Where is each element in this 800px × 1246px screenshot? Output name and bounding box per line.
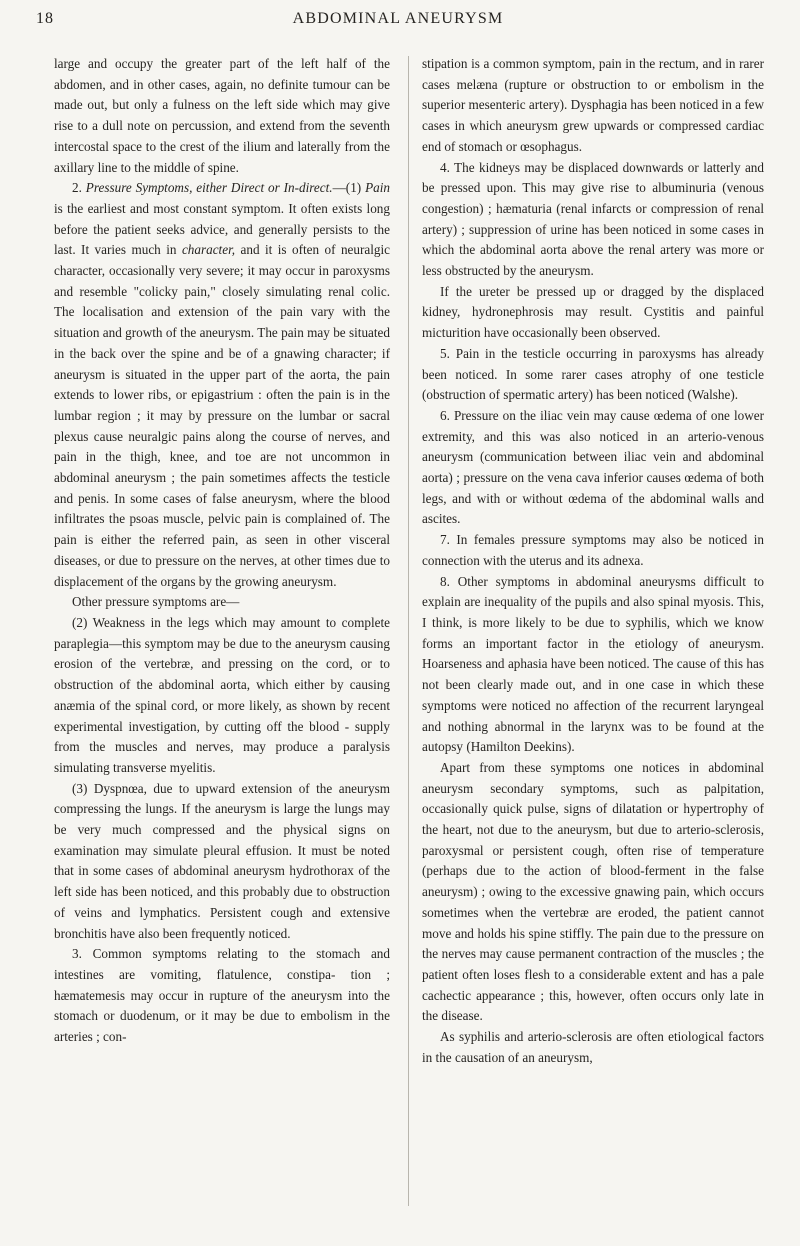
paragraph: 7. In females pressure symptoms may also be noticed in connection with the uterus and its adnexa. [422, 532, 764, 568]
page-number: 18 [36, 10, 54, 27]
paragraph: Other pressure symptoms are— [72, 594, 240, 610]
paragraph: 8. Other symptoms in abdominal aneurysms difficult to explain are inequality of the pupils and also spinal myosis. This, I think, is more likely to be due to syphilis, which we know forms an important factor in the etiology of aneurysm. Hoarseness and aphasia have been noticed. The cause of this has not been clearly made out, and in one case in which these symptoms were noticed no affection of the recurrent laryngeal and nothing abnormal in the larynx was to be found at the autopsy (Hamilton Deekins). [422, 573, 764, 755]
column-divider [408, 56, 409, 1206]
text: and it is often of neuralgic character, occasionally very severe; it may occur in paroxysms and resemble "colicky pain," closely simulating renal colic. The localisation and extension of the pain vary with the situation and growth of the aneurysm. The pain may be situated in the back over the spine and be of a gnawing character; if aneurysm is situated in the upper part of the aorta, the pain extends to lower ribs, or epigastrium : often the pain is in the lumbar region ; it may by pressure on the lumbar or sacral plexus cause neuralgic pains along the course of nerves, and pain in the thigh, knee, and toe are not uncommon in abdominal aneurysm ; the pain sometimes affects the testicle and penis. In some cases of false aneurysm, where the blood infiltrates the psoas muscle, pelvic pain is complained of. The pain is either the referred pain, as seen in other visceral diseases, or due to pressure on the nerves, at other times due to displacement of the organs by the growing aneurysm. [54, 242, 391, 589]
paragraph: 5. Pain in the testicle occurring in paroxysms has already been noticed. In some rarer cases atrophy of one testicle (obstruction of spermatic artery) has been noticed (Walshe). [422, 345, 764, 403]
paragraph: 4. The kidneys may be displaced downwards or latterly and be pressed upon. This may give rise to albuminuria (venous congestion) ; hæmaturia (renal infarcts or compression of renal artery) ; suppression of urine has been noticed in some cases in which the abdominal aorta above the renal artery was more or less obstructed by the aneurysm. [422, 159, 764, 279]
paragraph: stipation is a common symptom, pain in the rectum, and in rarer cases melæna (rupture or obstruction to or embolism in the superior mesenteric artery). Dysphagia has been noticed in a few cases in which aneurysm grew upwards or compressed cardiac end of stomach or œsophagus. [422, 56, 765, 154]
subsection-number: —(1) [332, 180, 362, 196]
text: is the earliest and most constant symptom. It often exists long before the patient seeks advice, and generally persists to the last. It varies much in [54, 200, 390, 258]
running-head: ABDOMINAL ANEURYSM [292, 10, 504, 27]
paragraph: large and occupy the greater part of the left half of the abdomen, and in other cases, again, no definite tumour can be made out, but only a fulness on the left side which may give rise to a dull note on percussion, and extend from the seventh intercostal space to the crest of the ilium and laterally from the axillary line to the middle of spine. [54, 56, 390, 175]
paragraph: 3. Common symptoms relating to the stomach and intestines are vomiting, flatulence, constipa- tion ; hæmatemesis may occur in rupture of the aneurysm into the stomach or duodenum, or it may be due to embolism in the arteries ; con- [54, 946, 390, 1045]
paragraph: (3) Dyspnœa, due to upward extension of the aneurysm compressing the lungs. If the aneurysm is large the lungs may be very much compressed and the physical signs on examination may simulate pleural effusion. It must be noted that in some cases of abdominal aneurysm hydrothorax of the left side has been noticed, and this probably due to obstruction of veins and lymphatics. Persistent cough and extensive bronchitis have also been frequently noticed. [54, 780, 390, 941]
section-number: 2. [72, 180, 82, 196]
paragraph: (2) Weakness in the legs which may amount to complete paraplegia—this symptom may be due to the aneurysm causing erosion of the vertebræ, and pressing on the cord, or to obstruction of the abdominal aorta, which either by causing anæmia of the spinal cord, or more likely, as shown by recent experimental investigation, by cutting off the blood - supply from the muscles and nerves, may produce a paralysis simulating transverse myelitis. [54, 614, 390, 775]
paragraph: If the ureter be pressed up or dragged by the displaced kidney, hydronephrosis may result. Cystitis and painful micturition have occasionally been observed. [422, 283, 764, 341]
paragraph: Apart from these symptoms one notices in abdominal aneurysm secondary symptoms, such as palpitation, occasionally quick pulse, signs of dilatation or hypertrophy of the heart, not due to the aneurysm, but due to arterio-sclerosis, paroxysmal or persistent cough, often rise of temperature (perhaps due to the action of blood-ferment in the false aneurysm) ; owing to the excessive gnawing pain, which occurs sometimes when the vertebræ are eroded, the patient cannot move and holds his spine stiffly. The pain due to the pressure on the nerves may cause permanent contraction of the muscles ; the patient often loses flesh to a considerable extent and has a pale cachectic appearance ; this, however, often occurs only late in the disease. [422, 759, 764, 1024]
paragraph: As syphilis and arterio-sclerosis are often etiological factors in the causation of an aneurysm, [422, 1029, 764, 1065]
paragraph-pressure-symptoms [54, 178, 390, 592]
term-character: character, [181, 242, 236, 258]
section-heading: Pressure Symptoms, either Direct or In-direct. [85, 180, 333, 196]
left-column [54, 54, 390, 1048]
paragraph: 6. Pressure on the iliac vein may cause œdema of one lower extremity, and this was also noticed in an arterio-venous aneurysm (communication between iliac vein and abdominal aorta) ; pressure on the vena cava inferior causes œdema of both legs, and with or without œdema of the abdominal walls and ascites. [422, 407, 764, 527]
term-pain: Pain [365, 180, 391, 196]
page-header [36, 10, 760, 32]
right-column [422, 54, 764, 1068]
